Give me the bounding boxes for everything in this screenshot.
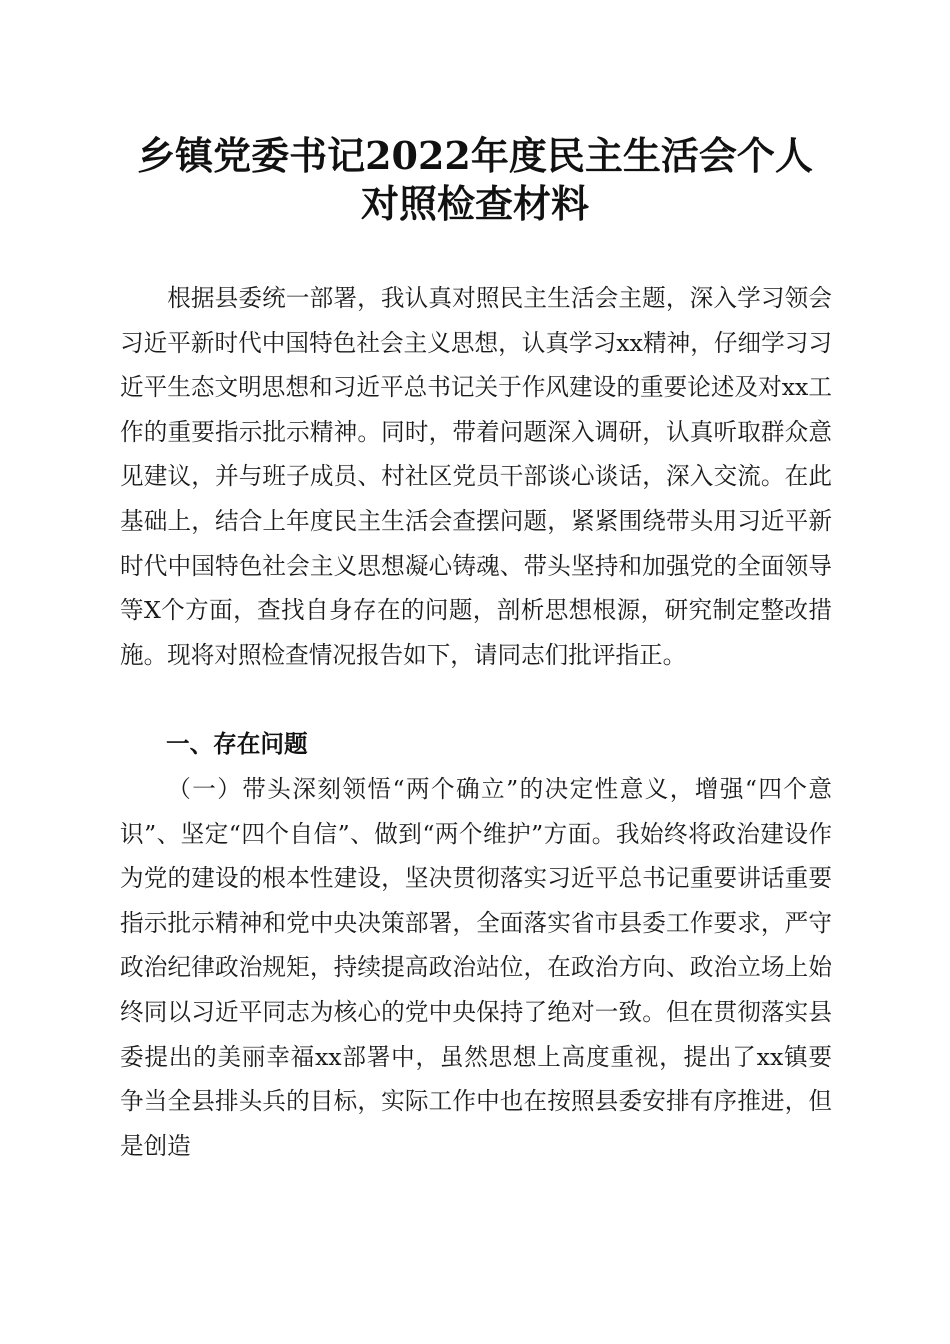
section-paragraph: （一）带头深刻领悟“两个确立”的决定性意义，增强“四个意识”、坚定“四个自信”、做到“两个维护”方面。我始终将政治建设作为党的建设的根本性建设，坚决贯彻落实习近平总书记重要讲话重要指示批示精神和党中央决策部署，全面落实省市县委工作要求，严守政治纪律政治规矩，持续提高政治站位，在政治方向、政治立场上始终同以习近平同志为核心的党中央保持了绝对一致。但在贯彻落实县委提出的美丽幸福xx部署中，虽然思想上高度重视，提出了xx镇要争当全县排头兵的目标，实际工作中也在按照县委安排有序推进，但是创造 — [120, 775, 832, 1160]
intro-paragraph: 根据县委统一部署，我认真对照民主生活会主题，深入学习领会习近平新时代中国特色社会主义思想，认真学习xx精神，仔细学习习近平生态文明思想和习近平总书记关于作风建设的重要论述及对xx工作的重要指示批示精神。同时，带着问题深入调研，认真听取群众意见建议，并与班子成员、村社区党员干部谈心谈话，深入交流。在此基础上，结合上年度民主生活会查摆问题，紧紧围绕带头用习近平新时代中国特色社会主义思想凝心铸魂、带头坚持和加强党的全面领导等X个方面，查找自身存在的问题，剖析思想根源，研究制定整改措施。现将对照检查情况报告如下，请同志们批评指正。 — [120, 284, 832, 669]
document-title: 乡镇党委书记2022年度民主生活会个人对照检查材料 — [137, 133, 813, 226]
section-heading: 一、存在问题 — [166, 730, 308, 758]
